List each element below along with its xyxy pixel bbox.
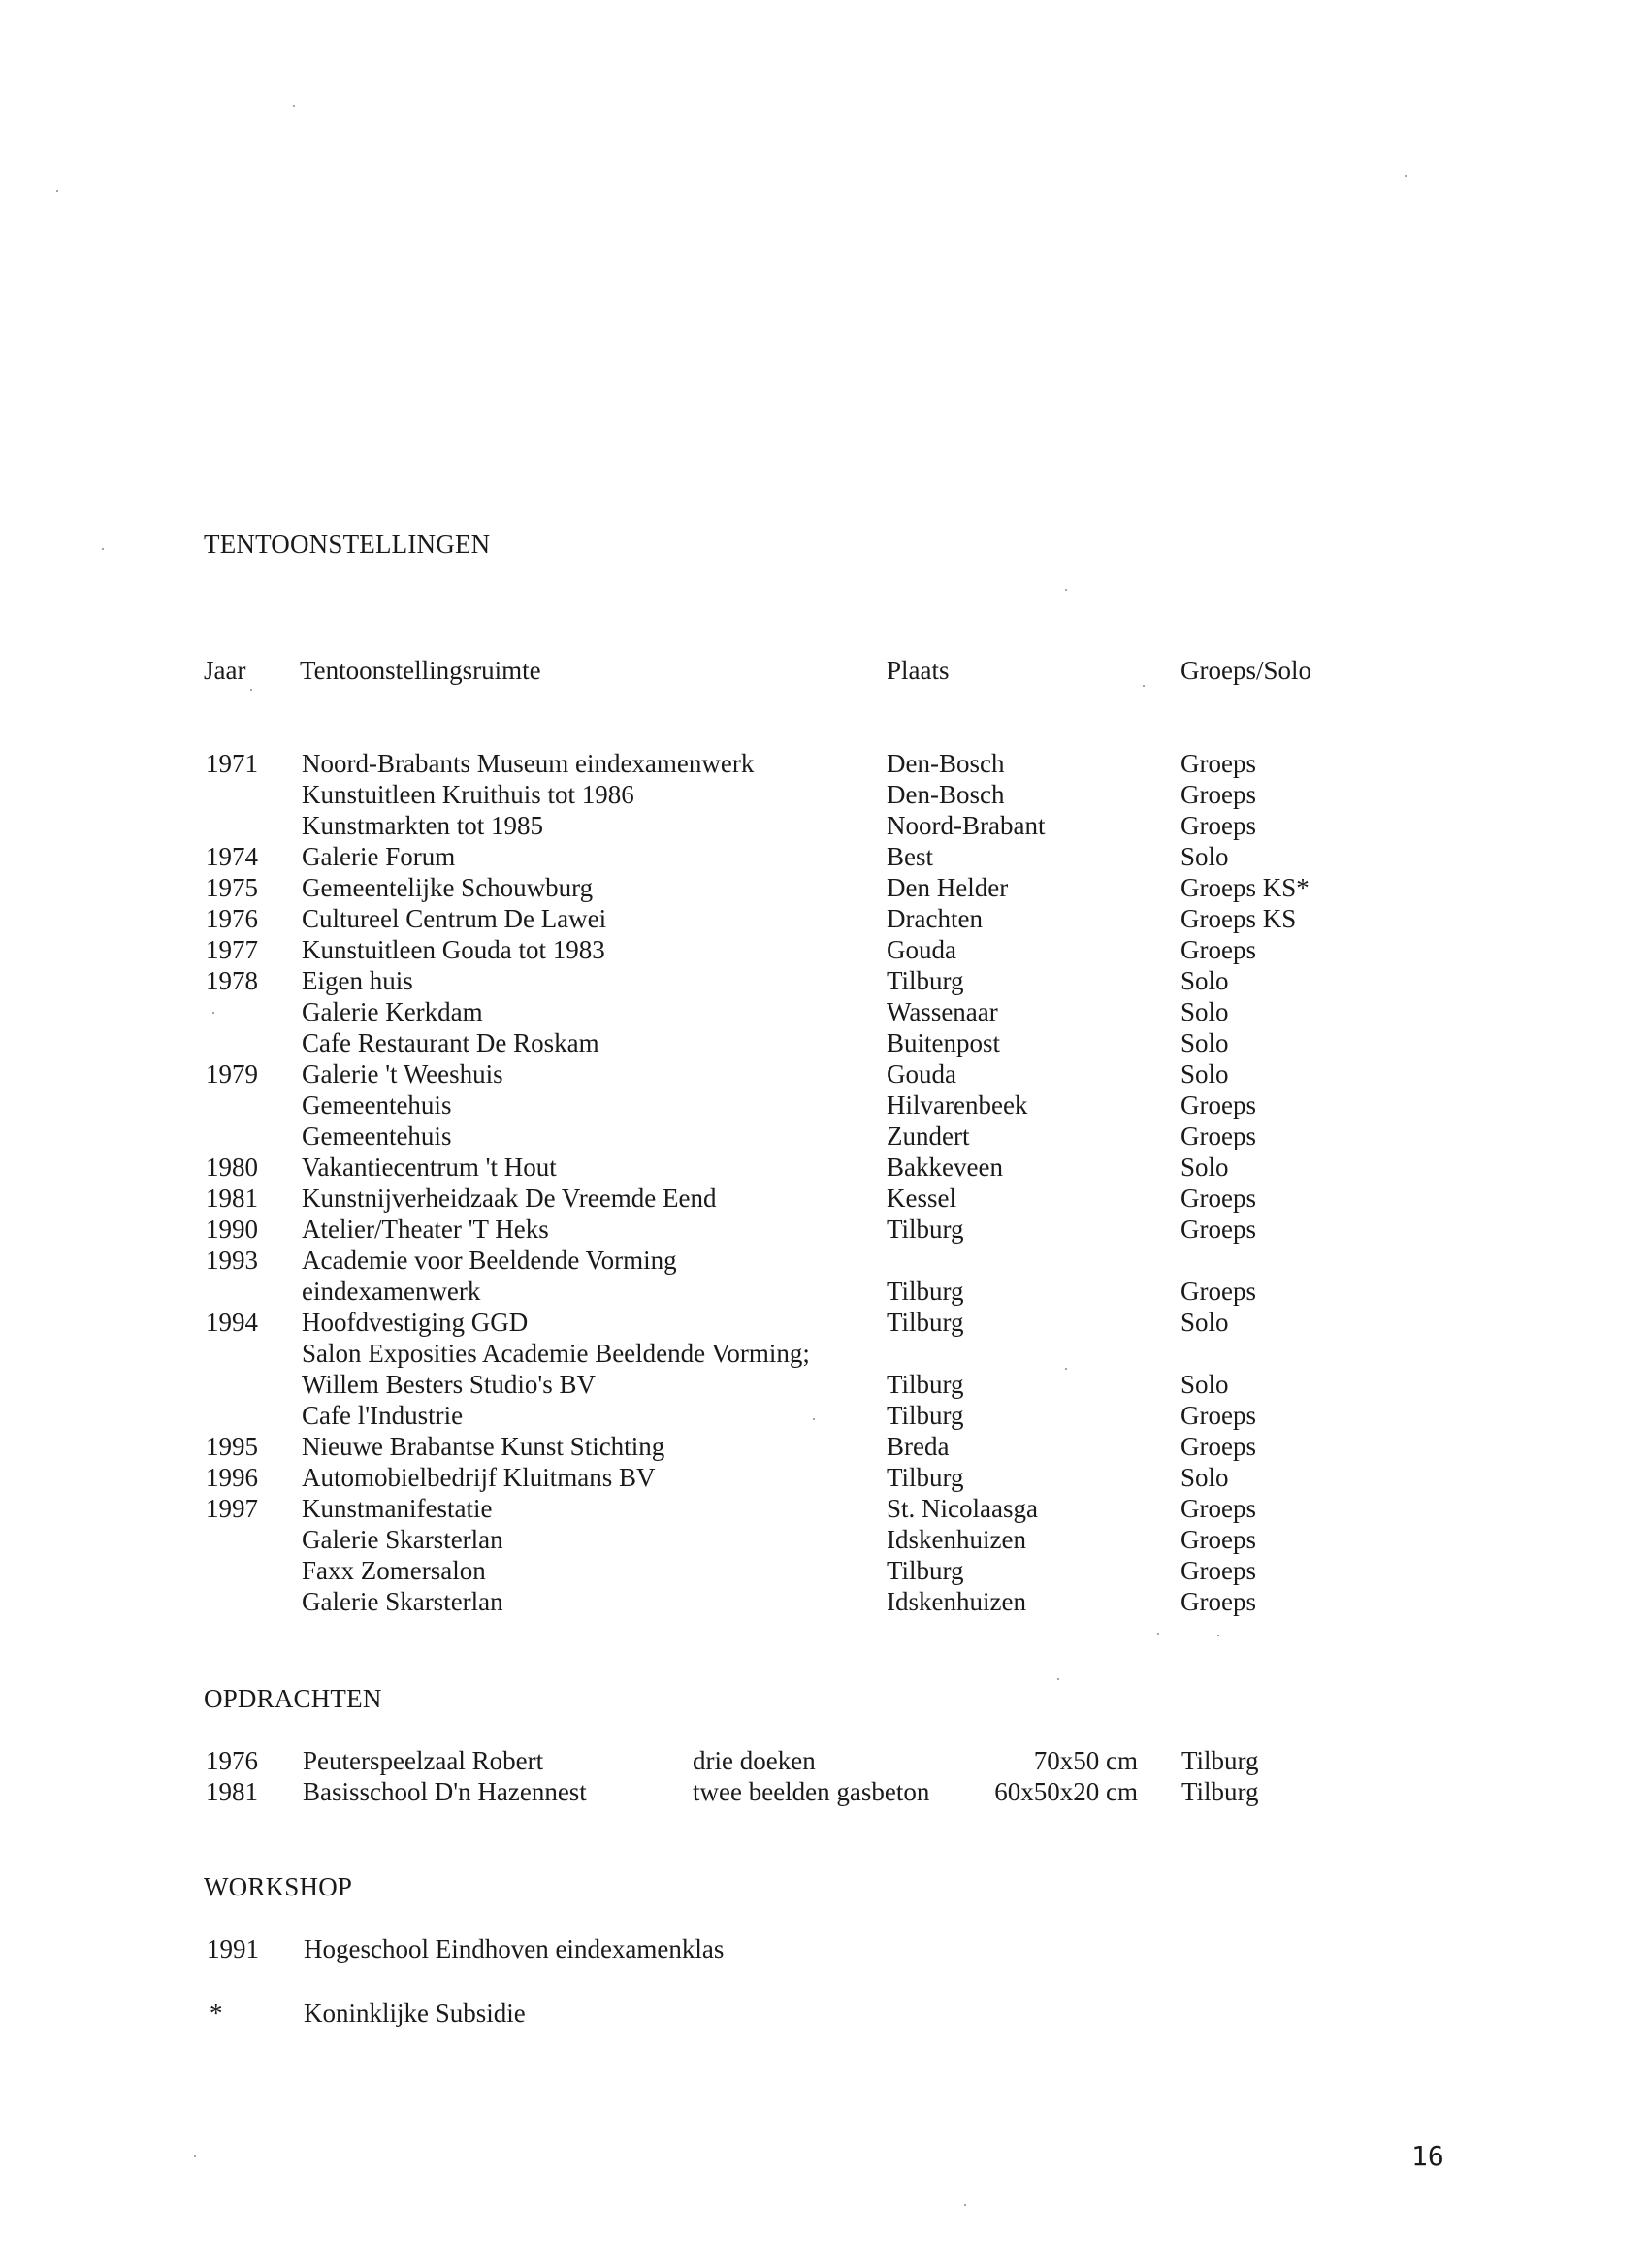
cell-venue: eindexamenwerk (302, 1277, 481, 1306)
cell-place: Tilburg (887, 1277, 964, 1306)
table-row (0, 1183, 1649, 1215)
table-row (0, 966, 1649, 997)
cell-venue: Faxx Zomersalon (302, 1556, 486, 1585)
scan-speck (1217, 1635, 1219, 1636)
page-number: 16 (1411, 2140, 1444, 2172)
cell-venue: Atelier/Theater 'T Heks (302, 1215, 549, 1244)
table-row (0, 1215, 1649, 1246)
cell-year: 1996 (206, 1463, 258, 1492)
scan-speck (293, 105, 295, 107)
cell-type: Groeps KS* (1180, 873, 1310, 902)
scan-speck (102, 548, 104, 550)
cell-description: Hogeschool Eindhoven eindexamenklas (304, 1934, 725, 1963)
cell-type: Groeps (1180, 1432, 1256, 1461)
cell-place: Noord-Brabant (887, 811, 1046, 840)
cell-venue: Kunstnijverheidzaak De Vreemde Eend (302, 1183, 717, 1213)
cell-place: Zundert (887, 1121, 970, 1150)
cell-year: 1994 (206, 1308, 258, 1337)
cell-year: 1976 (206, 904, 258, 933)
cell-type: Groeps (1180, 1556, 1256, 1585)
column-header-venue: Tentoonstellingsruimte (300, 656, 541, 685)
cell-type: Groeps (1180, 1277, 1256, 1306)
cell-place: Tilburg (887, 1215, 964, 1244)
cell-venue: Kunstmanifestatie (302, 1494, 493, 1523)
cell-venue: Kunstmarkten tot 1985 (302, 811, 543, 840)
cell-place: Buitenpost (887, 1028, 1001, 1057)
cell-venue: Kunstuitleen Gouda tot 1983 (302, 935, 605, 964)
cell-year: 1977 (206, 935, 258, 964)
cell-place: Drachten (887, 904, 983, 933)
table-row (0, 1401, 1649, 1432)
cell-type: Groeps KS (1180, 904, 1297, 933)
column-header-year: Jaar (204, 656, 246, 685)
cell-venue: Gemeentehuis (302, 1090, 452, 1119)
table-row (0, 811, 1649, 842)
cell-venue: Galerie Skarsterlan (302, 1525, 503, 1554)
cell-type: Solo (1180, 1370, 1229, 1399)
scan-speck (1405, 175, 1406, 177)
cell-place: Idskenhuizen (887, 1587, 1026, 1616)
cell-place: Tilburg (887, 1556, 964, 1585)
cell-venue: Galerie 't Weeshuis (302, 1059, 503, 1088)
cell-venue: Noord-Brabants Museum eindexamenwerk (302, 749, 755, 778)
cell-place: Idskenhuizen (887, 1525, 1026, 1554)
cell-type: Solo (1180, 997, 1229, 1026)
cell-venue: Gemeentelijke Schouwburg (302, 873, 594, 902)
cell-year: 1981 (206, 1183, 258, 1213)
cell-year: 1997 (206, 1494, 258, 1523)
cell-place: Den-Bosch (887, 780, 1005, 809)
table-row (0, 873, 1649, 904)
cell-place: Wassenaar (887, 997, 998, 1026)
cell-place: Breda (887, 1432, 950, 1461)
cell-place: Den-Bosch (887, 749, 1005, 778)
cell-place: Gouda (887, 1059, 956, 1088)
cell-place: Best (887, 842, 934, 871)
cell-place: Tilburg (887, 1463, 964, 1492)
column-header-place: Plaats (887, 656, 950, 685)
cell-type: Solo (1180, 842, 1229, 871)
cell-place: Tilburg (1181, 1777, 1259, 1806)
cell-place: Den Helder (887, 873, 1009, 902)
cell-year: 1971 (206, 749, 258, 778)
cell-place: Tilburg (887, 966, 964, 995)
cell-type: Solo (1180, 1059, 1229, 1088)
cell-venue: Hoofdvestiging GGD (302, 1308, 529, 1337)
table-row (0, 1121, 1649, 1152)
cell-venue: Willem Besters Studio's BV (302, 1370, 597, 1399)
cell-place: Gouda (887, 935, 956, 964)
cell-type: Groeps (1180, 811, 1256, 840)
cell-venue: Galerie Kerkdam (302, 997, 483, 1026)
cell-work: drie doeken (693, 1746, 816, 1775)
workshop-heading: WORKSHOP (204, 1872, 353, 1901)
table-row (0, 904, 1649, 935)
scan-speck (1065, 589, 1067, 591)
cell-type: Groeps (1180, 1494, 1256, 1523)
table-row (0, 1028, 1649, 1059)
cell-type: Solo (1180, 1463, 1229, 1492)
cell-title: Peuterspeelzaal Robert (303, 1746, 544, 1775)
scan-speck (194, 2155, 196, 2157)
scan-speck (964, 2204, 966, 2206)
table-row (0, 749, 1649, 780)
cell-year: 1981 (206, 1777, 258, 1806)
scan-speck (250, 689, 252, 691)
table-row (0, 1746, 1649, 1777)
cell-venue: Cafe l'Industrie (302, 1401, 464, 1430)
list-item (0, 1934, 1649, 1965)
cell-type: Groeps (1180, 1121, 1256, 1150)
table-row (0, 1777, 1649, 1808)
table-row (0, 1277, 1649, 1308)
cell-dimensions: 60x50x20 cm (994, 1777, 1138, 1806)
cell-venue: Nieuwe Brabantse Kunst Stichting (302, 1432, 665, 1461)
cell-place: Tilburg (887, 1401, 964, 1430)
cell-title: Basisschool D'n Hazennest (303, 1777, 587, 1806)
footnote-mark: * (210, 1998, 223, 2027)
table-row (0, 842, 1649, 873)
cell-year: 1980 (206, 1152, 258, 1182)
table-row (0, 1556, 1649, 1587)
cell-place: St. Nicolaasga (887, 1494, 1038, 1523)
cell-dimensions: 70x50 cm (1033, 1746, 1138, 1775)
cell-place: Tilburg (887, 1308, 964, 1337)
cell-type: Solo (1180, 1028, 1229, 1057)
cell-venue: Vakantiecentrum 't Hout (302, 1152, 557, 1182)
table-row (0, 1494, 1649, 1525)
cell-venue: Eigen huis (302, 966, 413, 995)
cell-year: 1976 (206, 1746, 258, 1775)
cell-venue: Galerie Forum (302, 842, 456, 871)
cell-year: 1979 (206, 1059, 258, 1088)
cell-year: 1991 (207, 1934, 259, 1963)
footnote (0, 1998, 1649, 2029)
table-row (0, 1090, 1649, 1121)
cell-venue: Salon Exposities Academie Beeldende Vorming; (302, 1339, 810, 1368)
cell-place: Tilburg (887, 1370, 964, 1399)
cell-year: 1974 (206, 842, 258, 871)
cell-type: Groeps (1180, 1401, 1256, 1430)
scan-speck (1057, 1678, 1059, 1680)
cell-venue: Gemeentehuis (302, 1121, 452, 1150)
cell-type: Groeps (1180, 1090, 1256, 1119)
table-row (0, 1463, 1649, 1494)
table-row (0, 1308, 1649, 1339)
cell-venue: Cafe Restaurant De Roskam (302, 1028, 599, 1057)
cell-venue: Academie voor Beeldende Vorming (302, 1246, 677, 1275)
table-row (0, 1059, 1649, 1090)
table-row (0, 1587, 1649, 1618)
table-row (0, 1339, 1649, 1370)
cell-year: 1993 (206, 1246, 258, 1275)
cell-year: 1995 (206, 1432, 258, 1461)
cell-type: Groeps (1180, 935, 1256, 964)
cell-venue: Automobielbedrijf Kluitmans BV (302, 1463, 656, 1492)
cell-type: Solo (1180, 966, 1229, 995)
table-row (0, 1370, 1649, 1401)
cell-type: Solo (1180, 1152, 1229, 1182)
exhibitions-heading: TENTOONSTELLINGEN (204, 530, 491, 559)
table-row (0, 780, 1649, 811)
table-row (0, 1152, 1649, 1183)
cell-place: Hilvarenbeek (887, 1090, 1028, 1119)
exhibitions-column-headers (0, 656, 1649, 689)
cell-year: 1978 (206, 966, 258, 995)
scan-speck (1157, 1633, 1159, 1635)
table-row (0, 1525, 1649, 1556)
table-row (0, 1246, 1649, 1277)
table-row (0, 935, 1649, 966)
table-row (0, 1432, 1649, 1463)
cell-type: Groeps (1180, 780, 1256, 809)
cell-type: Groeps (1180, 749, 1256, 778)
cell-place: Kessel (887, 1183, 956, 1213)
scan-speck (56, 190, 58, 192)
cell-venue: Cultureel Centrum De Lawei (302, 904, 607, 933)
cell-place: Bakkeveen (887, 1152, 1003, 1182)
cell-type: Groeps (1180, 1215, 1256, 1244)
cell-year: 1975 (206, 873, 258, 902)
cell-work: twee beelden gasbeton (693, 1777, 930, 1806)
footnote-text: Koninklijke Subsidie (304, 1998, 526, 2027)
commissions-heading: OPDRACHTEN (204, 1684, 382, 1713)
cell-venue: Kunstuitleen Kruithuis tot 1986 (302, 780, 634, 809)
table-row (0, 997, 1649, 1028)
cell-type: Groeps (1180, 1525, 1256, 1554)
cell-type: Solo (1180, 1308, 1229, 1337)
cell-venue: Galerie Skarsterlan (302, 1587, 503, 1616)
cell-year: 1990 (206, 1215, 258, 1244)
cell-place: Tilburg (1181, 1746, 1259, 1775)
column-header-type: Groeps/Solo (1180, 656, 1311, 685)
cell-type: Groeps (1180, 1587, 1256, 1616)
cell-type: Groeps (1180, 1183, 1256, 1213)
